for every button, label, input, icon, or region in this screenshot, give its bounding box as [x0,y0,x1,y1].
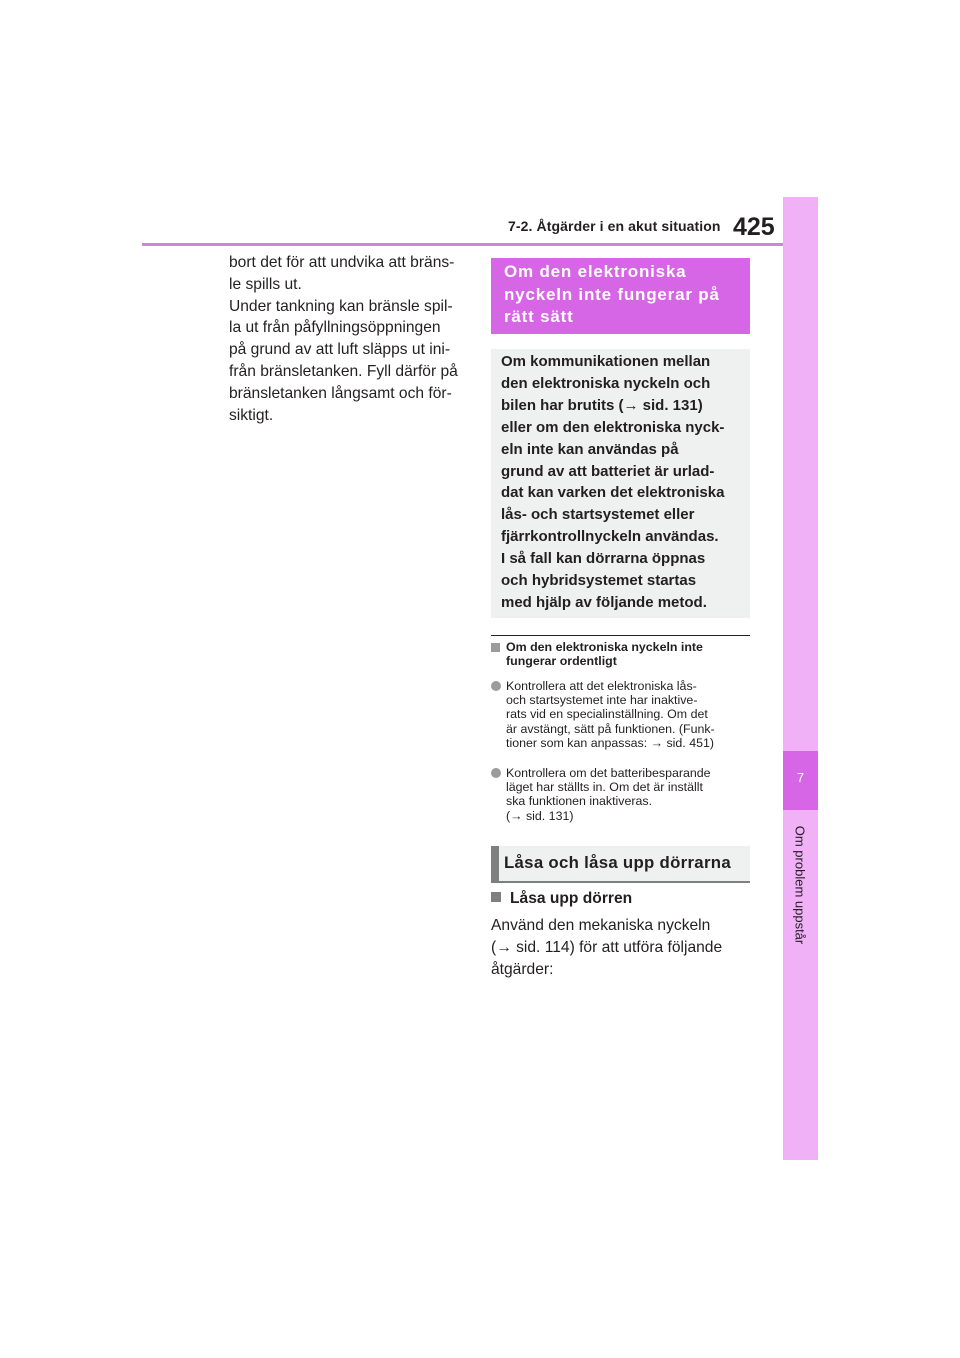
callout-title-line: Om den elektroniska [504,262,687,281]
callout-line: dat kan varken det elektroniska [501,484,725,502]
note-line: tioner som kan anpassas: → sid. 451) [506,735,714,750]
note-item [491,679,750,750]
subheading [491,890,632,908]
left-column-text [229,252,469,426]
note-heading [491,640,750,668]
note-heading-line: Om den elektroniska nyckeln inte [506,640,703,654]
subheading-text: Låsa upp dörren [510,890,633,907]
square-bullet-icon [491,892,501,902]
text-line: la ut från påfyllningsöppningen [229,319,441,337]
callout-line: och hybridsystemet startas [501,572,697,590]
callout-line: bilen har brutits (→ sid. 131) [501,396,703,414]
section-title: Låsa och låsa upp dörrarna [491,846,750,883]
callout-line: den elektroniska nyckeln och [501,374,711,392]
text-line: le spills ut. [229,275,302,293]
circle-bullet-icon [491,768,501,778]
text-line: från bränsletanken. Fyll därför på [229,362,458,380]
note-line: (→ sid. 131) [506,808,574,823]
callout-body [491,349,750,618]
circle-bullet-icon [491,681,501,691]
note-line: ska funktionen inaktiveras. [506,794,653,809]
callout-title-line: nyckeln inte fungerar på [504,284,720,304]
chapter-number: 7 [796,770,805,785]
callout-title-line: rätt sätt [504,307,574,326]
note-divider [491,635,750,636]
text-line: bort det för att undvika att bräns- [229,254,455,271]
square-bullet-icon [491,643,500,652]
callout-line: grund av att batteriet är urlad- [501,462,715,480]
callout-line: lås- och startsystemet eller [501,506,695,524]
callout-line: fjärrkontrollnyckeln användas. [501,528,719,546]
text-line: åtgärder: [491,961,554,978]
text-line: siktigt. [229,406,274,424]
note-item [491,766,750,823]
note-line: rats vid en specialinställning. Om det [506,707,708,722]
text-line: Under tankning kan bränsle spil- [229,297,453,315]
text-line: på grund av att luft släpps ut ini- [229,341,451,359]
callout-line: eller om den elektroniska nyck- [501,418,725,436]
callout-title [491,258,750,334]
chapter-title: Om problem uppstår [792,825,808,945]
note-line: Kontrollera att det elektroniska lås- [506,679,697,693]
section-body [491,915,751,981]
text-line: Använd den mekaniska nyckeln [491,917,711,934]
page-number: 425 [733,213,775,241]
note-line: Kontrollera om det batteribesparande [506,766,711,780]
text-line: bränsletanken långsamt och för- [229,384,452,402]
callout-line: med hjälp av följande metod. [501,593,707,611]
section-reference: 7-2. Åtgärder i en akut situation [508,218,721,234]
chapter-side-tab [783,197,818,1160]
note-line: är avstängt, sätt på funktionen. (Funk- [506,721,715,736]
note-line: läget har ställts in. Om det är inställt [506,780,703,795]
note-heading-line: fungerar ordentligt [506,654,617,668]
callout-line: Om kommunikationen mellan [501,353,711,370]
callout-line: I så fall kan dörrarna öppnas [501,550,706,568]
header-rule [142,243,783,246]
callout-line: eln inte kan användas på [501,440,679,458]
text-line: (→ sid. 114) för att utföra följande [491,939,723,956]
note-line: och startsystemet inte har inaktive- [506,693,698,708]
